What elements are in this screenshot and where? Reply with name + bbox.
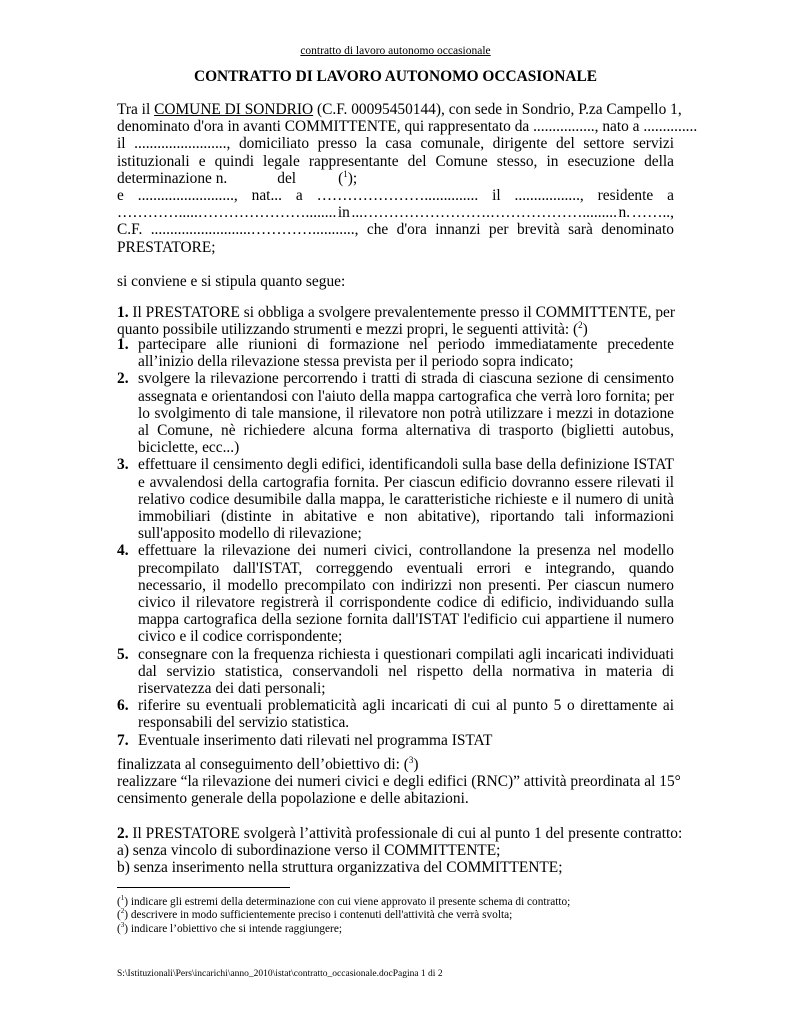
intro-line-7: ………….....…………………........ in ...…………………….………………......... n. …….., (117, 204, 674, 222)
footnote: ($^2$) descrivere in modo sufficientemente preciso i contenuti dell'attività che verrà svolta; (117, 907, 513, 922)
footnote-ref-1: 1 (343, 168, 348, 179)
parties-paragraph (117, 101, 698, 256)
intro-line-5: determinazione n. del ($^1$); (117, 168, 358, 187)
intro-line-8: C.F. ..........................…………..........., che d'ora innanzi per brevità sarà denominato (117, 221, 674, 239)
footnotes (117, 896, 674, 936)
footnote: ($^3$) indicare l’obiettivo che si intende raggiungere; (117, 920, 342, 935)
activities-list (117, 336, 674, 749)
list-item: 4. effettuare la rilevazione dei numeri civici, controllandone la presenza nel modello precompilato dall'ISTAT, correggendo eventuali errori e integrando, quando necessario, il modello precompilato con indirizzi non presenti. Per ciascun numero civico il rilevatore registrerà il corrispondente codice di edificio, individuando sulla mappa cartografica della sezione fornita dall'ISTAT l'edificio cui appartiene il numero civico e il codice corrispondente; (117, 542, 674, 646)
footnote-ref-2: 2 (578, 320, 583, 331)
article-2: 2. Il PRESTATORE svolgerà l’attività professionale di cui al punto 1 del presente contratto: a) senza vincolo di subordinazione verso il COMMITTENTE; b) senza inserimento nella struttura organizzativa del COMMITTENTE; (117, 825, 683, 877)
intro-line-1: Tra il COMUNE DI SONDRIO (C.F. 00095450144), con sede in Sondrio, P.za Campello 1, (117, 101, 682, 118)
intro-line-2: denominato d'ora in avanti COMMITTENTE, qui rappresentato da ................, nato a .............. (117, 118, 698, 136)
comune-name: COMUNE DI SONDRIO (154, 101, 314, 118)
running-header: contratto di lavoro autonomo occasionale (300, 45, 491, 57)
list-item: 5. consegnare con la frequenza richiesta i questionari compilati agli incaricati individuati dal servizio statistica, conservandoli nel rispetto della normativa in materia di riservatezza dei dati personali; (117, 645, 674, 698)
list-item: 3. effettuare il censimento degli edifici, identificandoli sulla base della definizione ISTAT e avvalendosi della cartografia fornita. Per ciascun edificio dovranno essere rilevati il relativo codice desumibile dalla mappa, le caratteristiche richieste e il numero di unità immobiliari (distinte in abitative e non abitative), riportando tali informazioni sull'apposito modello di rilevazione; (117, 456, 674, 543)
list-item: 2. svolgere la rilevazione percorrendo i tratti di strada di ciascuna sezione di censimento assegnata e orientandosi con l'aiuto della mappa cartografica che verrà loro fornita; per lo svolgimento di tale mansione, il rilevatore non potrà utilizzare i mezzi in dotazione al Comune, nè richiedere alcuna forma alternativa di trasporto (biglietti autobus, biciclette, ecc...) (117, 370, 674, 457)
intro-line-4: istituzionali e quindi legale rappresentante del Comune stesso, in esecuzione della (117, 152, 674, 170)
article-2-item-a: a) senza vincolo di subordinazione verso il COMMITTENTE; (117, 842, 501, 860)
intro-line-6: e ........................., nat... a ………………….............. il ................., residente a (117, 187, 674, 205)
agreement-line: si conviene e si stipula quanto segue: (117, 273, 346, 290)
list-item: 6. riferire su eventuali problematicità agli incaricati di cui al punto 5 o direttamente ai responsabili del servizio statistica. (117, 697, 674, 732)
article-2-item-b: b) senza inserimento nella struttura organizzativa del COMMITTENTE; (117, 859, 563, 877)
footnote-ref-3: 3 (408, 754, 414, 765)
objective-paragraph: finalizzata al conseguimento dell’obiettivo di: ($^3$) realizzare “la rilevazione dei numeri civici e degli edifici (RNC)” attività preordinata al 15° censimento generale della popolazione e delle abitazioni. (117, 754, 681, 808)
footnote: ($^1$) indicare gli estremi della determinazione con cui viene approvato il presente schema di contratto; (117, 894, 571, 908)
article-2-number: 2. (117, 825, 129, 842)
article-1-number: 1. (117, 304, 129, 321)
list-item: 7. Eventuale inserimento dati rilevati nel programma ISTAT (117, 731, 493, 749)
intro-line-9: PRESTATORE; (117, 238, 216, 256)
list-item: 1. partecipare alle riunioni di formazione nel periodo immediatamente precedente all’inizio della rilevazione stessa prevista per il periodo sopra indicato; (117, 336, 674, 371)
document-title: CONTRATTO DI LAVORO AUTONOMO OCCASIONALE (193, 68, 598, 85)
article-1-intro: 1. Il PRESTATORE si obbliga a svolgere prevalentemente presso il COMMITTENTE, per quanto possibile utilizzando strumenti e mezzi propri, le seguenti attività: ($^2$) (117, 304, 676, 339)
intro-line-3: il ........................, domiciliato presso la casa comunale, dirigente del settore servizi (117, 135, 674, 153)
page-footer: S:\Istituzionali\Pers\incarichi\anno_2010\istat\contratto_occasionale.docPagina 1 di 2 (117, 969, 443, 979)
footnote-divider (117, 887, 290, 888)
